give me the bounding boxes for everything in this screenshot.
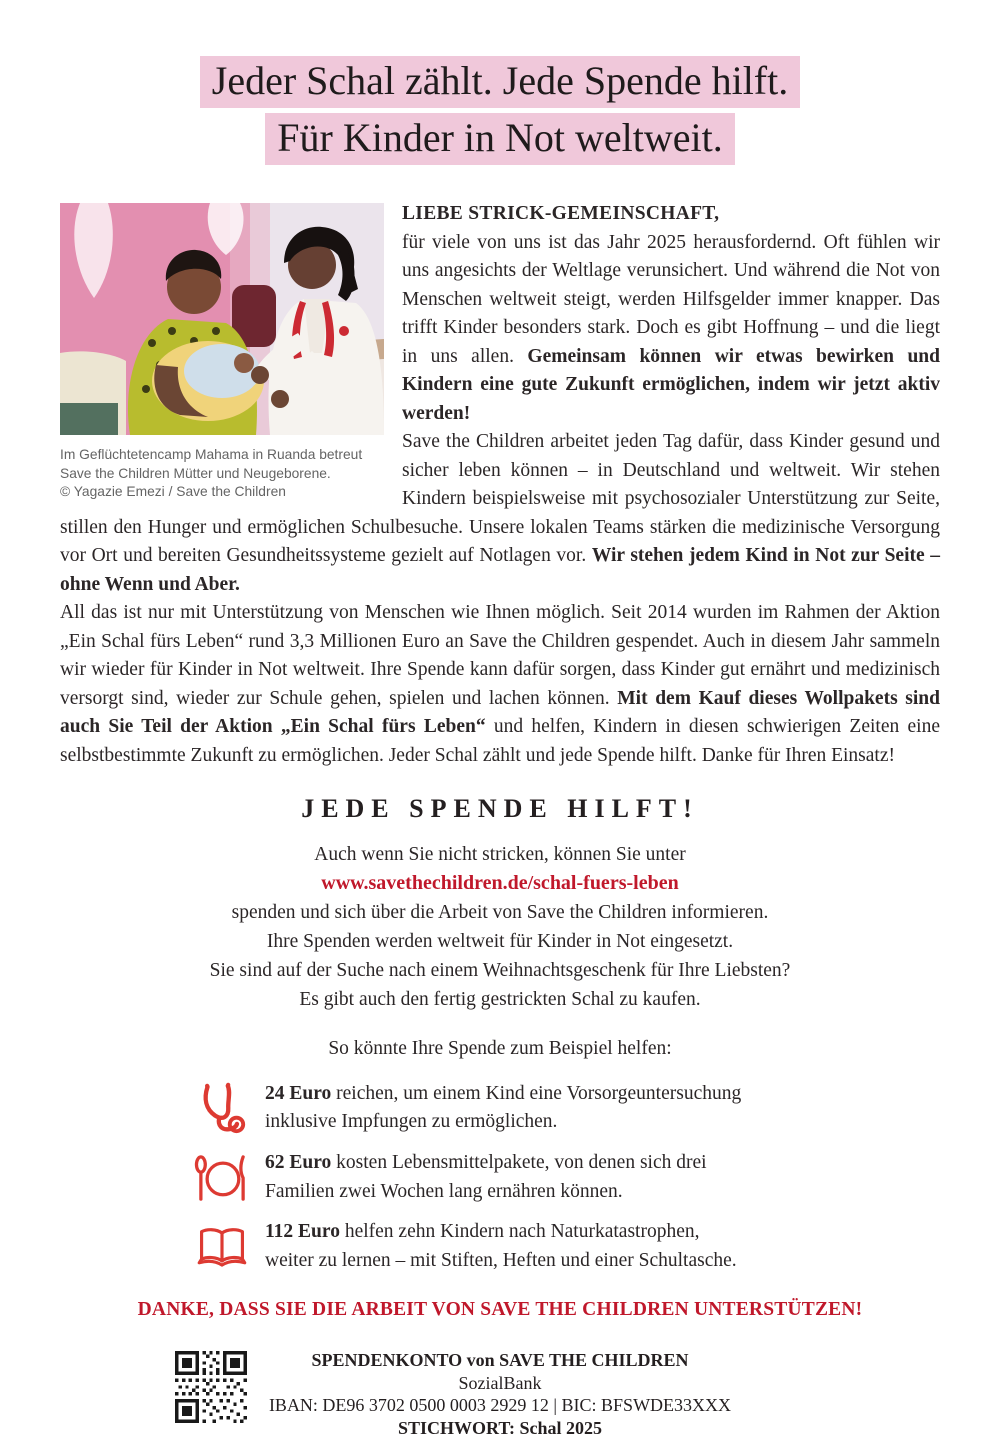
photo-caption-line: Save the Children Mütter und Neugeborene. — [60, 465, 331, 481]
donation-example-row — [193, 1079, 1000, 1137]
intro-text-bold: Mit dem Kauf dieses Wollpakets sind auch Sie Teil der Aktion „Ein Schal fürs Leben“ — [60, 687, 940, 737]
donation-example-line: reichen, um einem Kind eine Vorsorgeuntersuchung — [336, 1082, 742, 1104]
photo-caption-line: Im Geflüchtetencamp Mahama in Ruanda betreut — [60, 447, 363, 462]
open-book-icon — [193, 1224, 250, 1270]
donation-amount: 112 Euro — [265, 1221, 340, 1242]
donation-example-line: weiter zu lernen – mit Stiften, Heften und einer Schultasche. — [265, 1249, 737, 1271]
intro-text: All das ist nur mit Unterstützung von Menschen wie Ihnen möglich. Seit 2014 wurden im Rahmen der Aktion „Ein Schal fürs Leben“ rund 3,3 Millionen Euro an Save the Children gespendet. Auch in diesem Jahr sammeln wir wieder für Kinder in Not weltweit. Ihre Spende kann dafür sorgen, dass Kinder gut ernährt und medizinisch versorgt sind, wieder zur Schule gehen, spielen und lachen können. — [60, 602, 940, 709]
photo-caption-line: © Yagazie Emezi / Save the Children — [60, 484, 286, 499]
stethoscope-icon — [193, 1079, 250, 1137]
bank-details — [0, 1349, 1000, 1439]
photo-mother-and-health-worker — [60, 203, 384, 435]
intro-paragraph-3 — [60, 599, 940, 770]
photo-caption — [60, 446, 384, 502]
donation-amount: 24 Euro — [265, 1082, 332, 1104]
intro-text-bold: Gemeinsam können wir etwas bewirken und Kindern eine gute Zukunft ermöglichen, indem wir jetzt aktiv werden! — [402, 345, 940, 424]
examples-intro: So könnte Ihre Spende zum Beispiel helfen: — [328, 1038, 672, 1059]
donation-example-row — [193, 1149, 1000, 1206]
donation-example-line: Familien zwei Wochen lang ernähren können. — [265, 1180, 623, 1202]
salutation: LIEBE STRICK-GEMEINSCHAFT, — [402, 203, 720, 224]
intro-text: Save the Children arbeitet jeden Tag dafür, dass Kinder gesund und sicher leben können – in Deutschland und weltweit. Wir stehen Kindern beispielsweise mit psychosozialer Unterstützung zur Seite, stillen den Hunger und ermöglichen Schulbesuche. Unsere lokalen Teams stärken die medizinische Versorgung vor Ort und bereiten Gesundheitssysteme gezielt auf Notlagen vor. — [60, 431, 940, 566]
bank-heading: SPENDENKONTO von SAVE THE CHILDREN — [311, 1350, 689, 1370]
donation-section — [0, 794, 1000, 1063]
qr-code-icon — [175, 1351, 247, 1423]
donation-example-line: kosten Lebensmittelpakete, von denen sich drei — [336, 1152, 707, 1173]
intro-text: und helfen, Kindern in diesen schwierigen Zeiten eine selbstbestimmte Zukunft zu ermöglichen. Jeder Schal zählt und jede Spende hilft. Danke für Ihren Einsatz! — [60, 716, 940, 766]
donation-line: Ihre Spenden werden weltweit für Kinder in Not eingesetzt. — [266, 931, 734, 952]
donation-example-text — [265, 1149, 707, 1206]
headline — [0, 0, 1000, 170]
donation-amount: 62 Euro — [265, 1152, 332, 1173]
bank-section — [0, 1349, 1000, 1449]
bank-iban-bic: IBAN: DE96 3702 0500 0003 2929 12 | BIC: BFSWDE33XXX — [268, 1395, 732, 1415]
section-heading-jede-spende-hilft: JEDE SPENDE HILFT! — [301, 794, 699, 823]
donation-example-text — [265, 1218, 737, 1275]
bank-keyword: STICHWORT: Schal 2025 — [397, 1417, 603, 1438]
donation-example-row — [193, 1218, 1000, 1275]
meal-plate-icon — [193, 1154, 250, 1202]
headline-line1: Jeder Schal zählt. Jede Spende hilft. — [200, 56, 800, 108]
photo-block — [60, 203, 384, 502]
donation-url-link[interactable]: www.savethechildren.de/schal-fuers-leben — [321, 872, 679, 894]
headline-line2: Für Kinder in Not weltweit. — [265, 113, 735, 165]
donation-examples — [193, 1079, 1000, 1275]
donation-example-line: inklusive Impfungen zu ermöglichen. — [265, 1111, 558, 1132]
bank-name: SozialBank — [458, 1372, 542, 1393]
intro-text-bold: Wir stehen jedem Kind in Not zur Seite – ohne Wenn und Aber. — [60, 545, 941, 595]
intro-text: für viele von uns ist das Jahr 2025 herausfordernd. Oft fühlen wir uns angesichts der Weltlage verunsichert. Und während die Not von Menschen weltweit steigt, werden Hilfsgelder immer knapper. Das trifft Kinder besonders stark. Doch es gibt Hoffnung – und die liegt in uns allen. — [402, 231, 940, 367]
donation-line: Es gibt auch den fertig gestrickten Schal zu kaufen. — [299, 989, 701, 1010]
donation-line: Auch wenn Sie nicht stricken, können Sie unter — [314, 844, 686, 865]
donation-line: Sie sind auf der Suche nach einem Weihnachtsgeschenk für Ihre Liebsten? — [209, 960, 791, 981]
thanks-banner: DANKE, DASS SIE DIE ARBEIT VON SAVE THE CHILDREN UNTERSTÜTZEN! — [137, 1299, 863, 1320]
intro-section — [60, 200, 940, 770]
donation-line: spenden und sich über die Arbeit von Save the Children informieren. — [231, 902, 769, 923]
donation-example-line: helfen zehn Kindern nach Naturkatastrophen, — [344, 1221, 700, 1242]
donation-example-text — [265, 1080, 741, 1137]
